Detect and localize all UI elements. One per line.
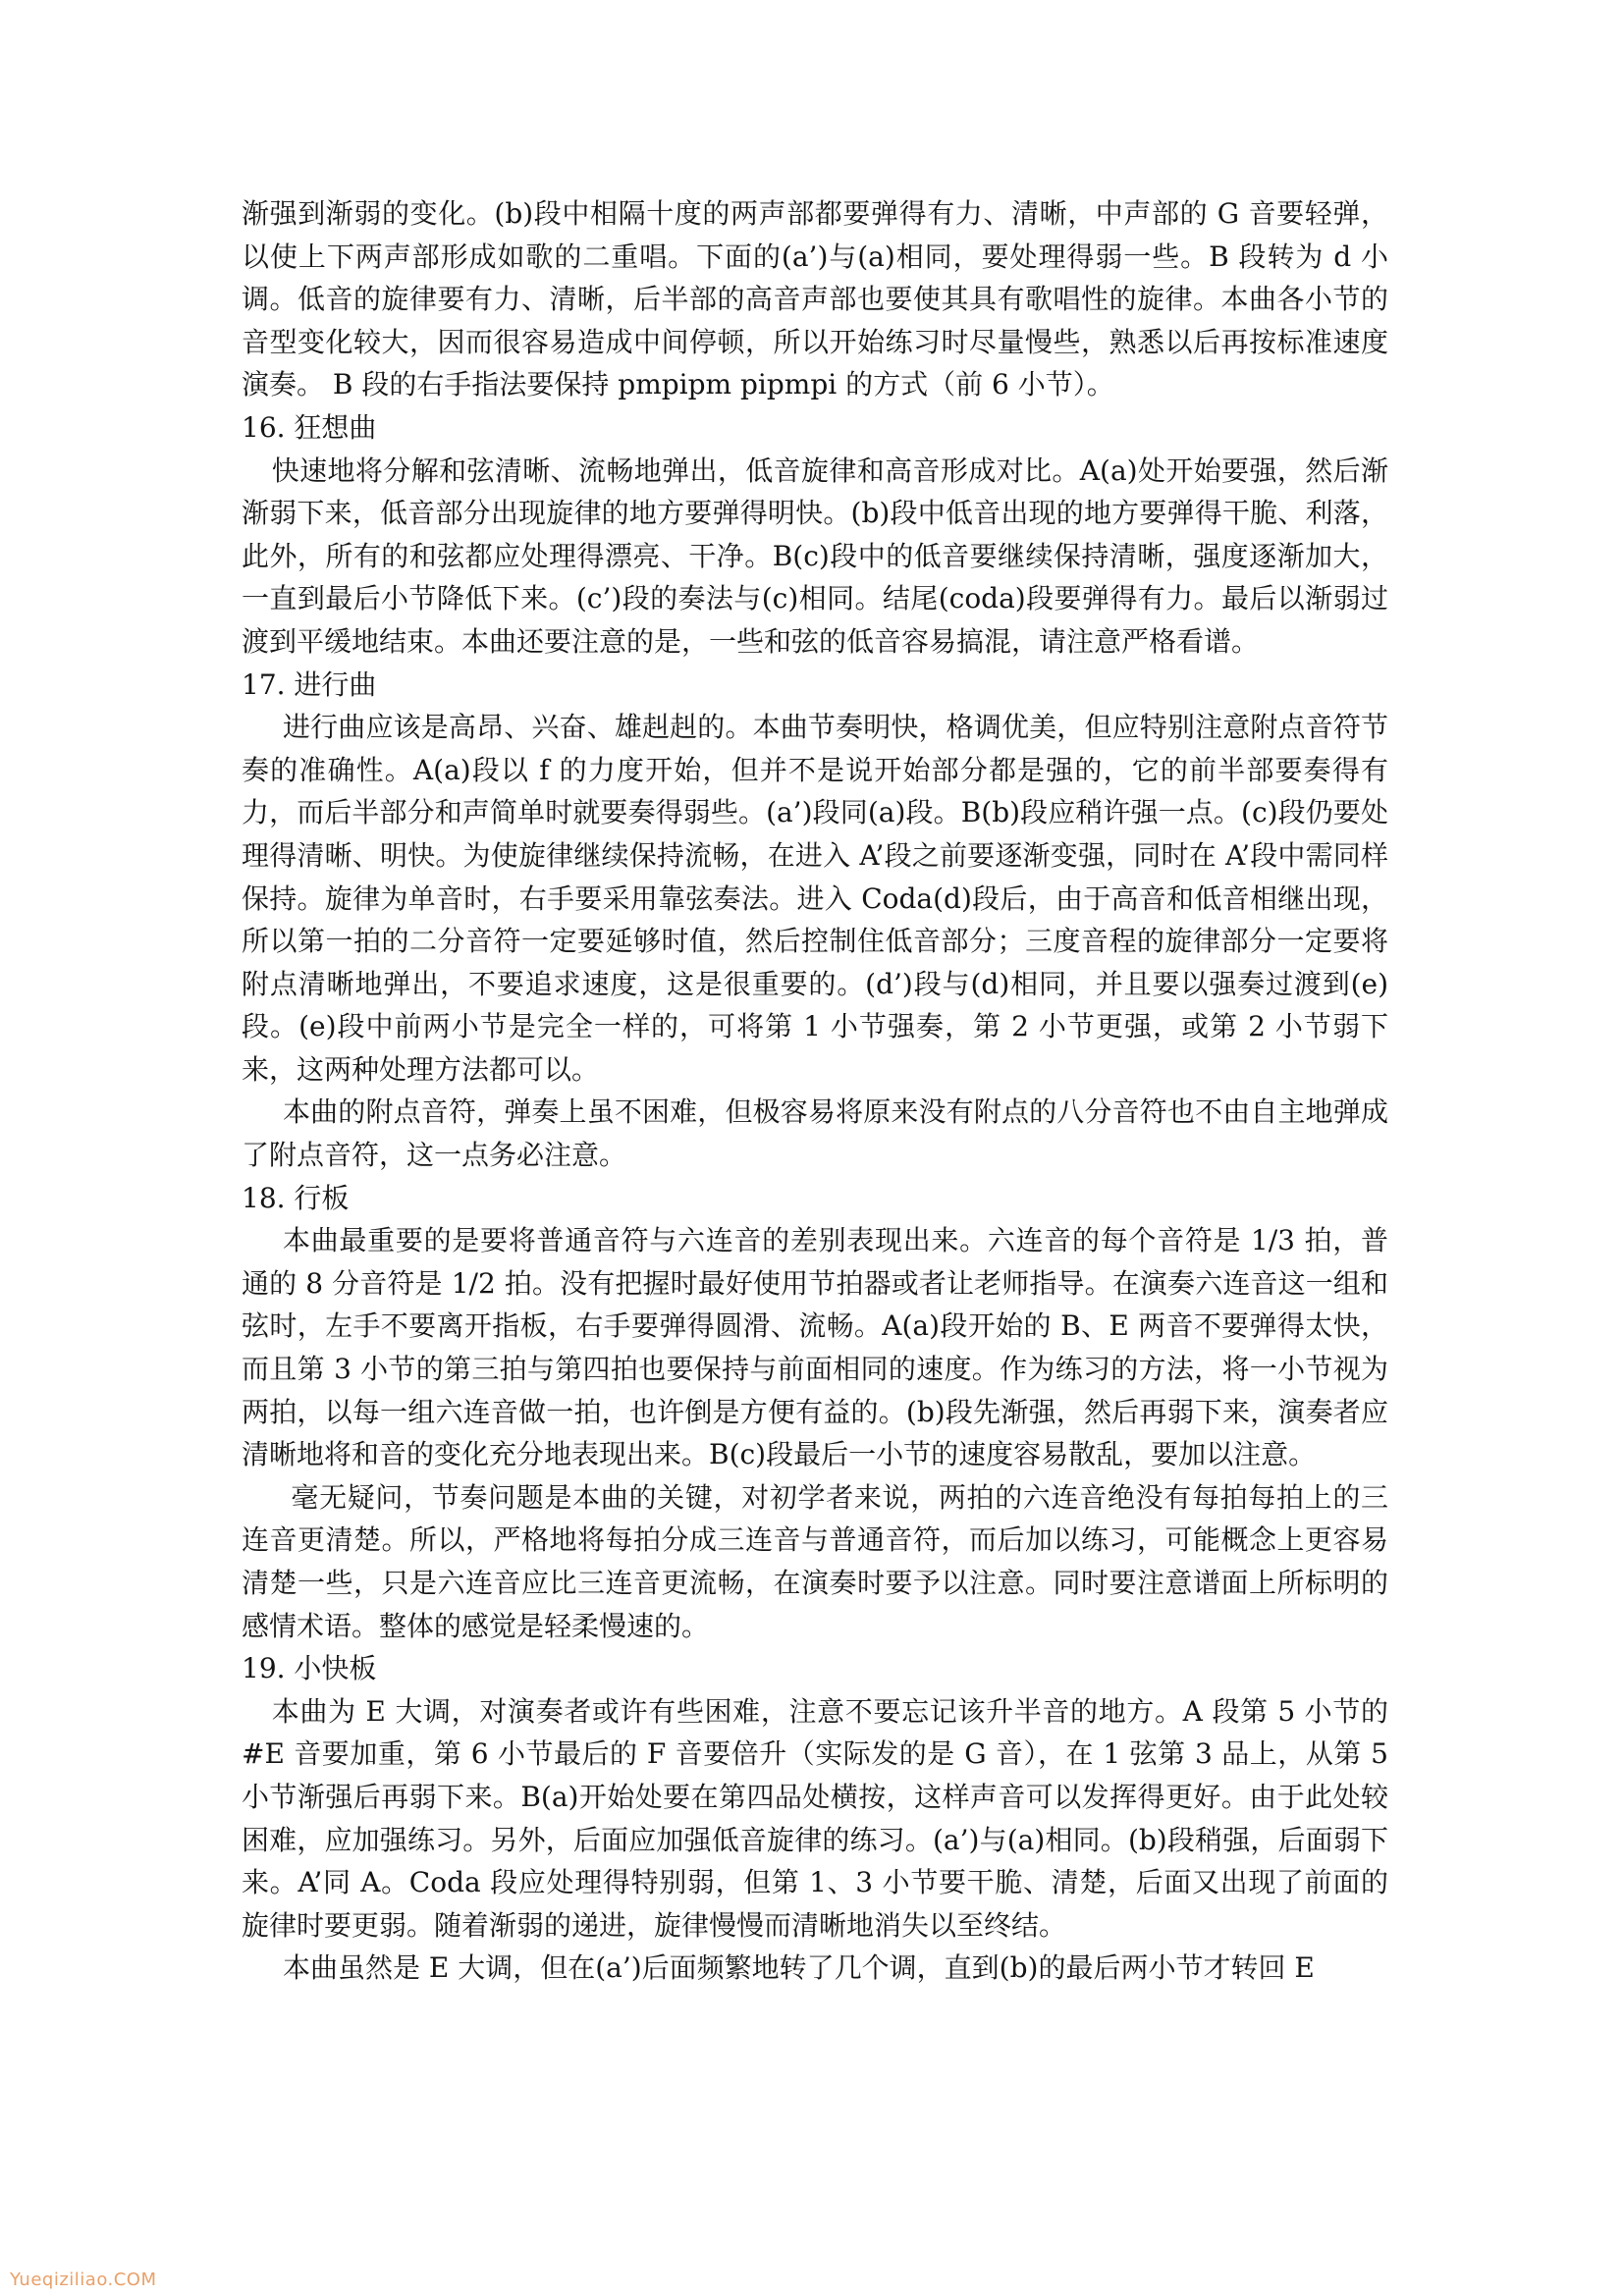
section-heading: 19. 小快板 — [242, 1652, 377, 1685]
section-18 — [242, 1177, 1388, 1648]
paragraph: 本曲为 E 大调，对演奏者或许有些困难，注意不要忘记该升半音的地方。A 段第 5 小节的#E 音要加重，第 6 小节最后的 F 音要倍升（实际发的是 G 音），在 1 弦第 3 品上，从第 5 小节渐强后再弱下来。B(a)开始处要在第四品处横按，这样声音可以发挥得更好。由于此处较困难，应加强练习。另外，后面应加强低音旋律的练习。(a’)与(a)相同。(b)段稍强，后面弱下来。A’同 A。Coda 段应处理得特别弱，但第 1、3 小节要干脆、清楚，后面又出现了前面的旋律时要更弱。随着渐弱的递进，旋律慢慢而清晰地消失以至终结。 — [242, 1694, 1388, 1942]
document-body — [242, 192, 1388, 1990]
paragraph: 本曲最重要的是要将普通音符与六连音的差别表现出来。六连音的每个音符是 1/3 拍，普通的 8 分音符是 1/2 拍。没有把握时最好使用节拍器或者让老师指导。在演奏六连音这一组和弦时，左手不要离开指板，右手要弹得圆滑、流畅。A(a)段开始的 B、E 两音不要弹得太快，而且第 3 小节的第三拍与第四拍也要保持与前面相同的速度。作为练习的方法，将一小节视为两拍，以每一组六连音做一拍，也许倒是方便有益的。(b)段先渐强，然后再弱下来，演奏者应清晰地将和音的变化充分地表现出来。B(c)段最后一小节的速度容易散乱，要加以注意。 — [242, 1224, 1388, 1471]
section-heading: 18. 行板 — [242, 1181, 350, 1214]
paragraph: 毫无疑问，节奏问题是本曲的关键，对初学者来说，两拍的六连音绝没有每拍每拍上的三连音更清楚。所以，严格地将每拍分成三连音与普通音符，而后加以练习，可能概念上更容易清楚一些，只是六连音应比三连音更流畅，在演奏时要予以注意。同时要注意谱面上所标明的感情术语。整体的感觉是轻柔慢速的。 — [242, 1480, 1388, 1642]
section-17 — [242, 664, 1388, 1177]
section-heading: 17. 进行曲 — [242, 667, 377, 701]
section-16 — [242, 406, 1388, 664]
paragraph: 进行曲应该是高昂、兴奋、雄赳赳的。本曲节奏明快，格调优美，但应特别注意附点音符节奏的准确性。A(a)段以 f 的力度开始，但并不是说开始部分都是强的，它的前半部要奏得有力，而后半部分和声简单时就要奏得弱些。(a’)段同(a)段。B(b)段应稍许强一点。(c)段仍要处理得清晰、明快。为使旋律继续保持流畅，在进入 A’段之前要逐渐变强，同时在 A’段中需同样保持。旋律为单音时，右手要采用靠弦奏法。进入 Coda(d)段后，由于高音和低音相继出现，所以第一拍的二分音符一定要延够时值，然后控制住低音部分；三度音程的旋律部分一定要将附点清晰地弹出，不要追求速度，这是很重要的。(d’)段与(d)相同，并且要以强奏过渡到(e)段。(e)段中前两小节是完全一样的，可将第 1 小节强奏，第 2 小节更强，或第 2 小节弱下来，这两种处理方法都可以。 — [242, 711, 1388, 1086]
section-19 — [242, 1647, 1388, 1990]
paragraph: 快速地将分解和弦清晰、流畅地弹出，低音旋律和高音形成对比。A(a)处开始要强，然后渐渐弱下来，低音部分出现旋律的地方要弹得明快。(b)段中低音出现的地方要弹得干脆、利落，此外，所有的和弦都应处理得漂亮、干净。B(c)段中的低音要继续保持清晰，强度逐渐加大，一直到最后小节降低下来。(c’)段的奏法与(c)相同。结尾(coda)段要弹得有力。最后以渐弱过渡到平缓地结束。本曲还要注意的是，一些和弦的低音容易搞混，请注意严格看谱。 — [242, 454, 1388, 658]
intro-paragraph: 渐强到渐弱的变化。(b)段中相隔十度的两声部都要弹得有力、清晰，中声部的 G 音要轻弹，以使上下两声部形成如歌的二重唱。下面的(a’)与(a)相同，要处理得弱一些。B 段转为 d 小调。低音的旋律要有力、清晰，后半部的高音声部也要使其具有歌唱性的旋律。本曲各小节的音型变化较大，因而很容易造成中间停顿，所以开始练习时尽量慢些，熟悉以后再按标准速度演奏。 B 段的右手指法要保持 pmpipm pipmpi 的方式（前 6 小节）。 — [242, 197, 1388, 401]
paragraph: 本曲的附点音符，弹奏上虽不困难，但极容易将原来没有附点的八分音符也不由自主地弹成了附点音符，这一点务必注意。 — [242, 1095, 1388, 1172]
section-heading: 16. 狂想曲 — [242, 410, 377, 444]
paragraph: 本曲虽然是 E 大调，但在(a’)后面频繁地转了几个调，直到(b)的最后两小节才转回 E — [283, 1951, 1315, 1985]
watermark: Yueqiziliao.COM — [10, 2269, 157, 2290]
